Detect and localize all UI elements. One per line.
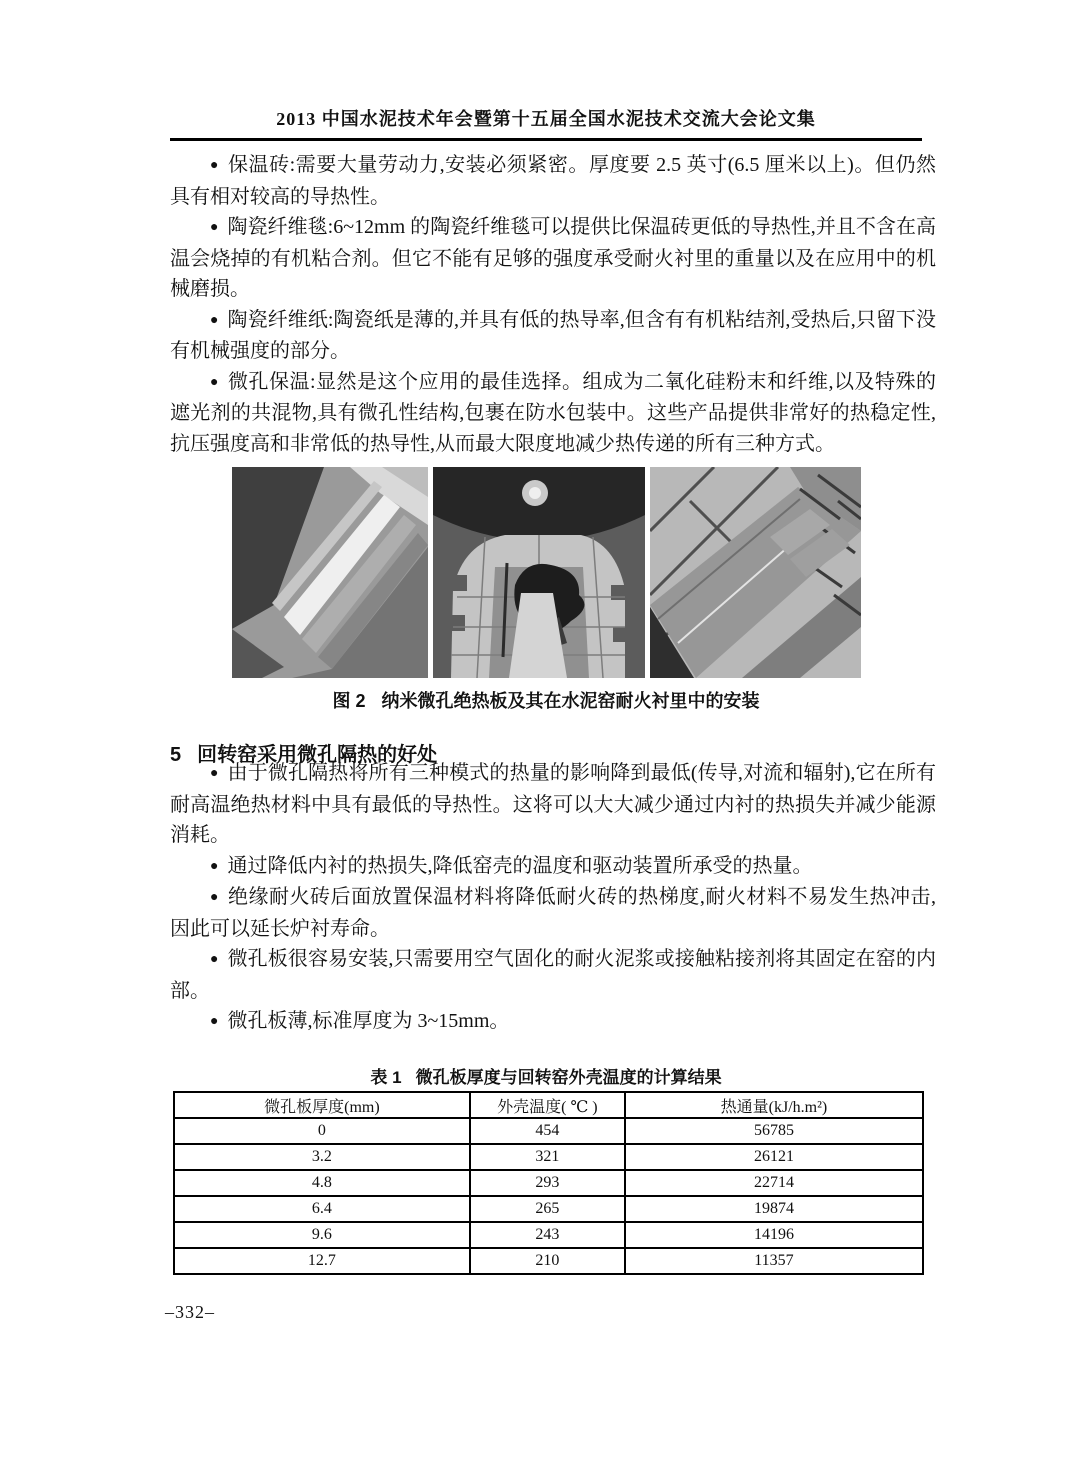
table-cell: 454: [470, 1118, 625, 1144]
intro-bullet-paragraph: [170, 150, 936, 212]
table-cell: 14196: [625, 1222, 923, 1248]
page-number: –332–: [165, 1302, 215, 1322]
paragraph-text: 微孔板很容易安装,只需要用空气固化的耐火泥浆或接触粘接剂将其固定在窑的内部。: [170, 948, 936, 1002]
paragraph-text: 保温砖:需要大量劳动力,安装必须紧密。厚度要 2.5 英寸(6.5 厘米以上)。但仍然具有相对较高的导热性。: [170, 154, 936, 208]
intro-bullets-block: [170, 150, 936, 459]
section5-number: 5: [170, 744, 182, 766]
table-header-cell-thickness: 微孔板厚度(mm): [174, 1092, 470, 1118]
table-row: [174, 1222, 923, 1248]
bullet-icon: ●: [210, 766, 219, 781]
table-cell: 0: [174, 1118, 470, 1144]
table-header-cell-heat-flux: 热通量(kJ/h.m²): [625, 1092, 923, 1118]
table-cell: 22714: [625, 1170, 923, 1196]
bullet-icon: ●: [210, 952, 219, 967]
bullet-icon: ●: [210, 890, 219, 905]
header-rule: [170, 138, 922, 141]
figure2-caption-text: 纳米微孔绝热板及其在水泥窑耐火衬里中的安装: [381, 691, 760, 711]
table-row: [174, 1118, 923, 1144]
table1-label: 表 1: [370, 1068, 402, 1087]
proceedings-header: 2013 中国水泥技术年会暨第十五届全国水泥技术交流大会论文集: [276, 109, 816, 129]
table-cell: 265: [470, 1196, 625, 1222]
table-header-cell-shell-temp: 外壳温度( ℃ ): [470, 1092, 625, 1118]
section5-bullet-paragraph: [170, 851, 936, 883]
table-row: [174, 1196, 923, 1222]
table-cell: 4.8: [174, 1170, 470, 1196]
table-cell: 243: [470, 1222, 625, 1248]
table-cell: 321: [470, 1144, 625, 1170]
bullet-icon: ●: [210, 1014, 219, 1029]
table1: [173, 1091, 924, 1275]
bullet-icon: ●: [210, 312, 219, 328]
table-cell: 26121: [625, 1144, 923, 1170]
figure2-photo-insulation-panels: [232, 467, 428, 678]
table-header-row: [174, 1092, 923, 1118]
paragraph-text: 由于微孔隔热将所有三种模式的热量的影响降到最低(传导,对流和辐射),它在所有耐高温绝热材料中具有最低的导热性。这将可以大大减少通过内衬的热损失并减少能源消耗。: [170, 762, 936, 846]
section5-bullet-paragraph: [170, 882, 936, 944]
bullet-icon: ●: [210, 158, 220, 173]
table-cell: 293: [470, 1170, 625, 1196]
figure2-photo-strip: [232, 467, 861, 678]
bullet-icon: ●: [210, 220, 219, 235]
table-cell: 210: [470, 1248, 625, 1274]
figure2-photo-brick-lining: [650, 467, 861, 678]
paragraph-text: 微孔板薄,标准厚度为 3~15mm。: [227, 1010, 510, 1032]
intro-bullet-paragraph: [170, 305, 936, 367]
bullet-icon: ●: [210, 858, 219, 874]
table-cell: 19874: [625, 1196, 923, 1222]
intro-bullet-paragraph: [170, 367, 936, 460]
figure2-photo-kiln-installation: [433, 467, 645, 678]
table-cell: 3.2: [174, 1144, 470, 1170]
paragraph-text: 陶瓷纤维毯:6~12mm 的陶瓷纤维毯可以提供比保温砖更低的导热性,并且不含在高温会烧掉的有机粘合剂。但它不能有足够的强度承受耐火衬里的重量以及在应用中的机械磨损。: [170, 216, 936, 300]
table-row: [174, 1170, 923, 1196]
figure2-caption: [170, 687, 922, 713]
paragraph-text: 绝缘耐火砖后面放置保温材料将降低耐火砖的热梯度,耐火材料不易发生热冲击,因此可以延长炉衬寿命。: [170, 886, 937, 940]
table-cell: 12.7: [174, 1248, 470, 1274]
paragraph-text: 陶瓷纤维纸:陶瓷纸是薄的,并具有低的热导率,但含有有机粘结剂,受热后,只留下没有机械强度的部分。: [170, 308, 936, 362]
section5-title: 回转窑采用微孔隔热的好处: [197, 744, 438, 766]
table-row: [174, 1144, 923, 1170]
table-cell: 6.4: [174, 1196, 470, 1222]
section5-bullet-paragraph: [170, 758, 936, 851]
table-cell: 56785: [625, 1118, 923, 1144]
table1-caption-text: 微孔板厚度与回转窑外壳温度的计算结果: [415, 1068, 722, 1087]
table1-caption: [170, 1063, 922, 1088]
table-row: [174, 1248, 923, 1274]
table-cell: 9.6: [174, 1222, 470, 1248]
intro-bullet-paragraph: [170, 212, 936, 305]
section5-bullet-paragraph: [170, 1006, 936, 1038]
section5-bullets-block: [170, 758, 936, 1038]
bullet-icon: ●: [210, 374, 219, 390]
section5-bullet-paragraph: [170, 944, 936, 1006]
paragraph-text: 微孔保温:显然是这个应用的最佳选择。组成为二氧化硅粉末和纤维,以及特殊的遮光剂的共混物,具有微孔性结构,包裹在防水包装中。这些产品提供非常好的热稳定性,抗压强度高和非常低的热导性,从而最大限度地减少热传递的所有三种方式。: [170, 370, 936, 455]
paragraph-text: 通过降低内衬的热损失,降低窑壳的温度和驱动装置所承受的热量。: [227, 854, 813, 877]
table-cell: 11357: [625, 1248, 923, 1274]
figure2-label: 图 2: [332, 691, 366, 711]
